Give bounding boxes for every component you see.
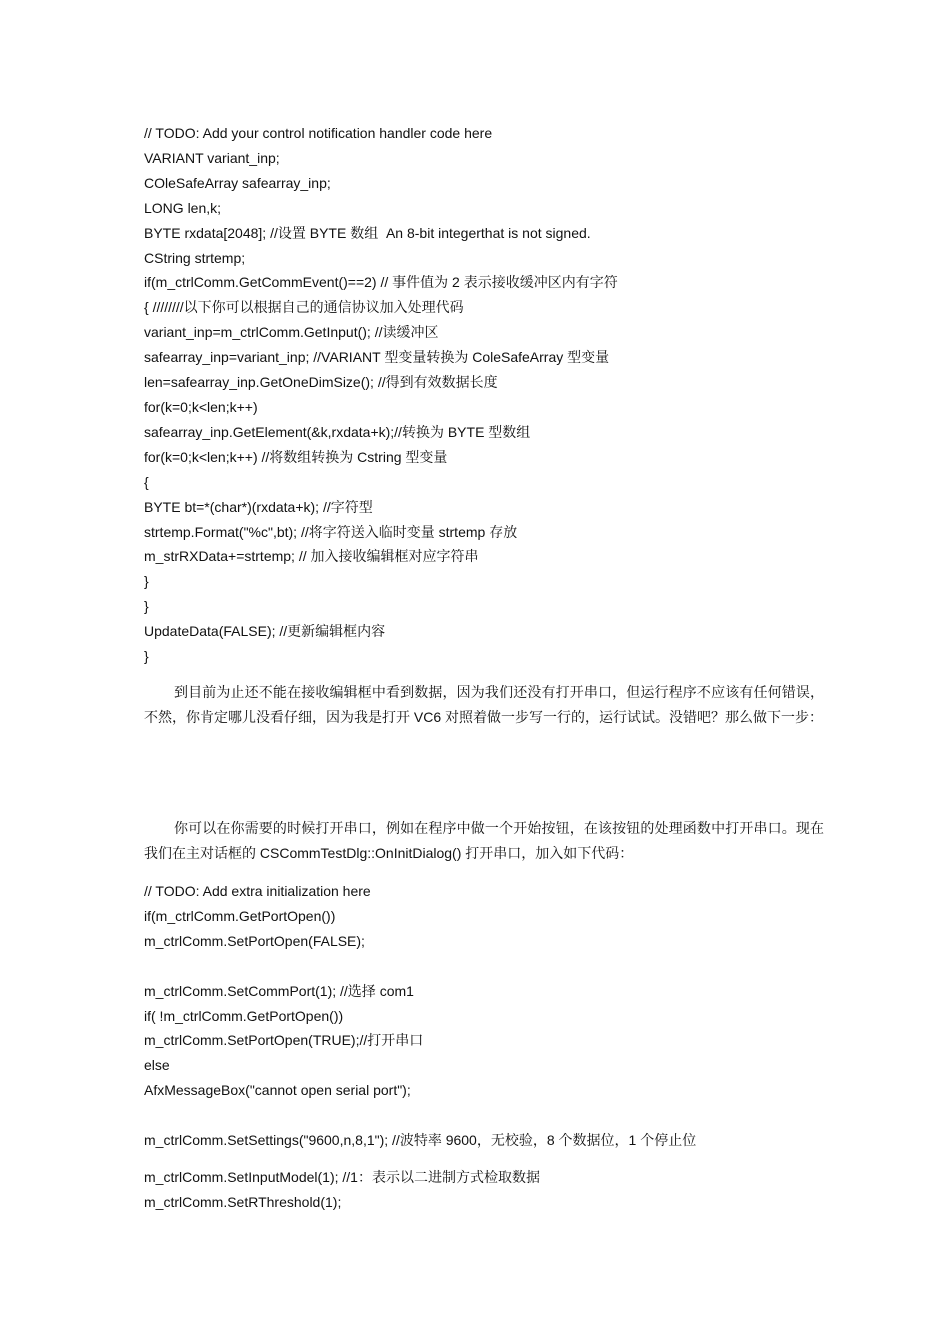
blank-line — [144, 954, 824, 979]
code-line: BYTE rxdata[2048]; //设置 BYTE 数组 An 8-bit integerthat is not signed. — [144, 224, 591, 241]
code-line: } — [144, 598, 149, 615]
code-block-input-mode — [144, 1165, 824, 1215]
code-block-init-dialog — [144, 879, 824, 1103]
code-line: UpdateData(FALSE); //更新编辑框内容 — [144, 623, 386, 640]
code-line: m_strRXData+=strtemp; // 加入接收编辑框对应字符串 — [144, 548, 479, 565]
code-line: COleSafeArray safearray_inp; — [144, 174, 331, 191]
code-line: for(k=0;k<len;k++) //将数组转换为 Cstring 型变量 — [144, 448, 448, 465]
code-line: m_ctrlComm.SetCommPort(1); //选择 com1 — [144, 982, 414, 999]
paragraph-text: 你可以在你需要的时候打开串口，例如在程序中做一个开始按钮，在该按钮的处理函数中打开串口。现在我们在主对话框的 CSCommTestDlg::OnInitDialog() 打开串口，加入如下代码： — [144, 820, 824, 861]
code-line-set-settings: m_ctrlComm.SetSettings("9600,n,8,1"); //波特率 9600，无校验，8 个数据位，1 个停止位 — [144, 1132, 697, 1148]
paragraph-explanation — [144, 680, 824, 730]
code-block-receive-handler — [144, 121, 824, 669]
code-line: safearray_inp=variant_inp; //VARIANT 型变量转换为 ColeSafeArray 型变量 — [144, 349, 610, 366]
code-line: strtemp.Format("%c",bt); //将字符送入临时变量 strtemp 存放 — [144, 523, 518, 540]
code-line: { ////////以下你可以根据自己的通信协议加入处理代码 — [144, 299, 464, 316]
code-line: { — [144, 473, 149, 490]
code-line: } — [144, 648, 149, 665]
code-line: m_ctrlComm.SetInputModel(1); //1：表示以二进制方式检取数据 — [144, 1169, 540, 1185]
code-line: if(m_ctrlComm.GetCommEvent()==2) // 事件值为 2 表示接收缓冲区内有字符 — [144, 274, 618, 291]
code-line: AfxMessageBox("cannot open serial port"); — [144, 1082, 411, 1099]
code-line: VARIANT variant_inp; — [144, 149, 280, 166]
code-line: m_ctrlComm.SetPortOpen(FALSE); — [144, 932, 365, 949]
code-line: LONG len,k; — [144, 199, 222, 216]
paragraph-text: 到目前为止还不能在接收编辑框中看到数据，因为我们还没有打开串口，但运行程序不应该有任何错误，不然，你肯定哪儿没看仔细，因为我是打开 VC6 对照着做一步写一行的，运行试试。没错吧？那么做下一步： — [144, 684, 824, 725]
code-line: variant_inp=m_ctrlComm.GetInput(); //读缓冲区 — [144, 324, 439, 341]
code-line: } — [144, 573, 149, 590]
code-line: BYTE bt=*(char*)(rxdata+k); //字符型 — [144, 498, 373, 515]
code-line: len=safearray_inp.GetOneDimSize(); //得到有效数据长度 — [144, 374, 498, 391]
code-line: for(k=0;k<len;k++) — [144, 398, 258, 415]
code-line: // TODO: Add extra initialization here — [144, 883, 371, 899]
code-line: m_ctrlComm.SetRThreshold(1); — [144, 1193, 342, 1210]
code-line: m_ctrlComm.SetPortOpen(TRUE);//打开串口 — [144, 1032, 424, 1049]
code-line: if( !m_ctrlComm.GetPortOpen()) — [144, 1007, 344, 1024]
code-line: CString strtemp; — [144, 249, 246, 266]
code-line: if(m_ctrlComm.GetPortOpen()) — [144, 907, 336, 924]
code-line: safearray_inp.GetElement(&k,rxdata+k);//转换为 BYTE 型数组 — [144, 423, 531, 440]
paragraph-open-port — [144, 816, 824, 866]
code-line: else — [144, 1057, 170, 1074]
code-line: // TODO: Add your control notification handler code here — [144, 125, 493, 141]
